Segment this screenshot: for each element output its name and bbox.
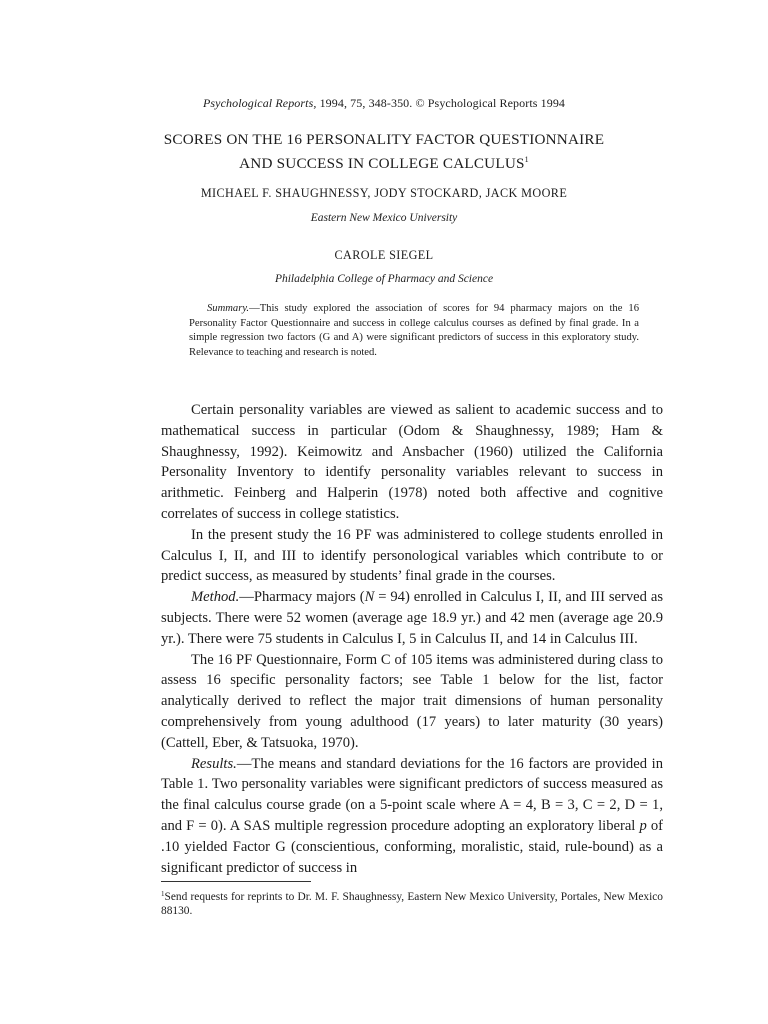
citation-details: 1994, 75, 348-350. © Psychological Reports 1994 xyxy=(316,96,566,110)
footnote-text: Send requests for reprints to Dr. M. F. Shaughnessy, Eastern New Mexico University, Portales, New Mexico 88130. xyxy=(161,891,663,917)
author-list-1: MICHAEL F. SHAUGHNESSY, JODY STOCKARD, JACK MOORE xyxy=(200,186,568,200)
results-text-a: —The means and standard deviations for the 16 factors are provided in Table 1. Two personality variables were significant predictors of success measured as the final calculus course grade (on a 5-point scale where A = 4, B = 3, C = 2, D = 1, and F = 0). A SAS multiple regression procedure adopting an exploratory liberal xyxy=(161,755,663,834)
title-line-2: AND SUCCESS IN COLLEGE CALCULUS xyxy=(239,155,525,172)
footnote xyxy=(161,887,663,918)
author-list-2: CAROLE SIEGEL xyxy=(334,248,434,262)
method-text-b: = 94) enrolled in Calculus I, II, and III served as subjects. There were 52 women (average age 18.9 yr.) and 42 men (average age 20.9 yr.). There were 75 students in Calculus I, 5 in Calculus II, and 14 in Calculus III. xyxy=(161,589,663,647)
title-line-1: SCORES ON THE 16 PERSONALITY FACTOR QUESTIONNAIRE xyxy=(163,131,605,148)
journal-citation xyxy=(0,96,768,111)
paragraph-2: In the present study the 16 PF was administered to college students enrolled in Calculus I, II, and III to identify personological variables which contribute to or predict success, as measured by students’ final grade in the courses. xyxy=(161,526,663,585)
affiliation-1: Eastern New Mexico University xyxy=(310,212,458,224)
paragraph-method xyxy=(161,587,663,649)
p-value-symbol: p xyxy=(639,817,647,834)
article-title xyxy=(0,130,768,174)
title-footnote-mark: 1 xyxy=(524,155,529,164)
results-heading: Results. xyxy=(191,755,237,772)
abstract xyxy=(189,302,639,361)
footnote-mark: 1 xyxy=(161,890,165,898)
results-text-b: of .10 yielded Factor G (conscientious, conforming, moralistic, staid, rule-bound) as a significant predictor of success in xyxy=(161,817,663,876)
abstract-lead: Summary. xyxy=(207,303,250,314)
paragraph-results xyxy=(161,754,663,879)
paragraph-4: The 16 PF Questionnaire, Form C of 105 items was administered during class to assess 16 specific personality factors; see Table 1 below for the list, factor analytically derived to reflect the major trait dimensions of human personality comprehensively from young adulthood (17 years) to later maturity (30 years) (Cattell, Eber, & Tatsuoka, 1970). xyxy=(161,651,663,751)
abstract-text: —This study explored the association of scores for 94 pharmacy majors on the 16 Personality Factor Questionnaire and success in college calculus courses as defined by final grade. In a simple regression two factors (G and A) were significant predictors of success in this exploratory study. Relevance to teaching and research is noted. xyxy=(189,303,639,359)
affiliation-2: Philadelphia College of Pharmacy and Science xyxy=(274,273,494,285)
method-text-a: —Pharmacy majors ( xyxy=(239,589,365,606)
method-heading: Method. xyxy=(191,589,240,606)
sample-size-symbol: N xyxy=(364,589,375,606)
journal-name: Psychological Reports, xyxy=(202,96,317,110)
footnote-divider xyxy=(161,881,311,882)
paragraph-1: Certain personality variables are viewed as salient to academic success and to mathematical success in particular (Odom & Shaughnessy, 1989; Ham & Shaughnessy, 1992). Keimowitz and Ansbacher (1960) utilized the California Personality Inventory to identify personality variables relevant to success in arithmetic. Feinberg and Halperin (1978) noted both affective and cognitive correlates of success in college statistics. xyxy=(161,402,663,522)
article-body xyxy=(161,400,663,878)
